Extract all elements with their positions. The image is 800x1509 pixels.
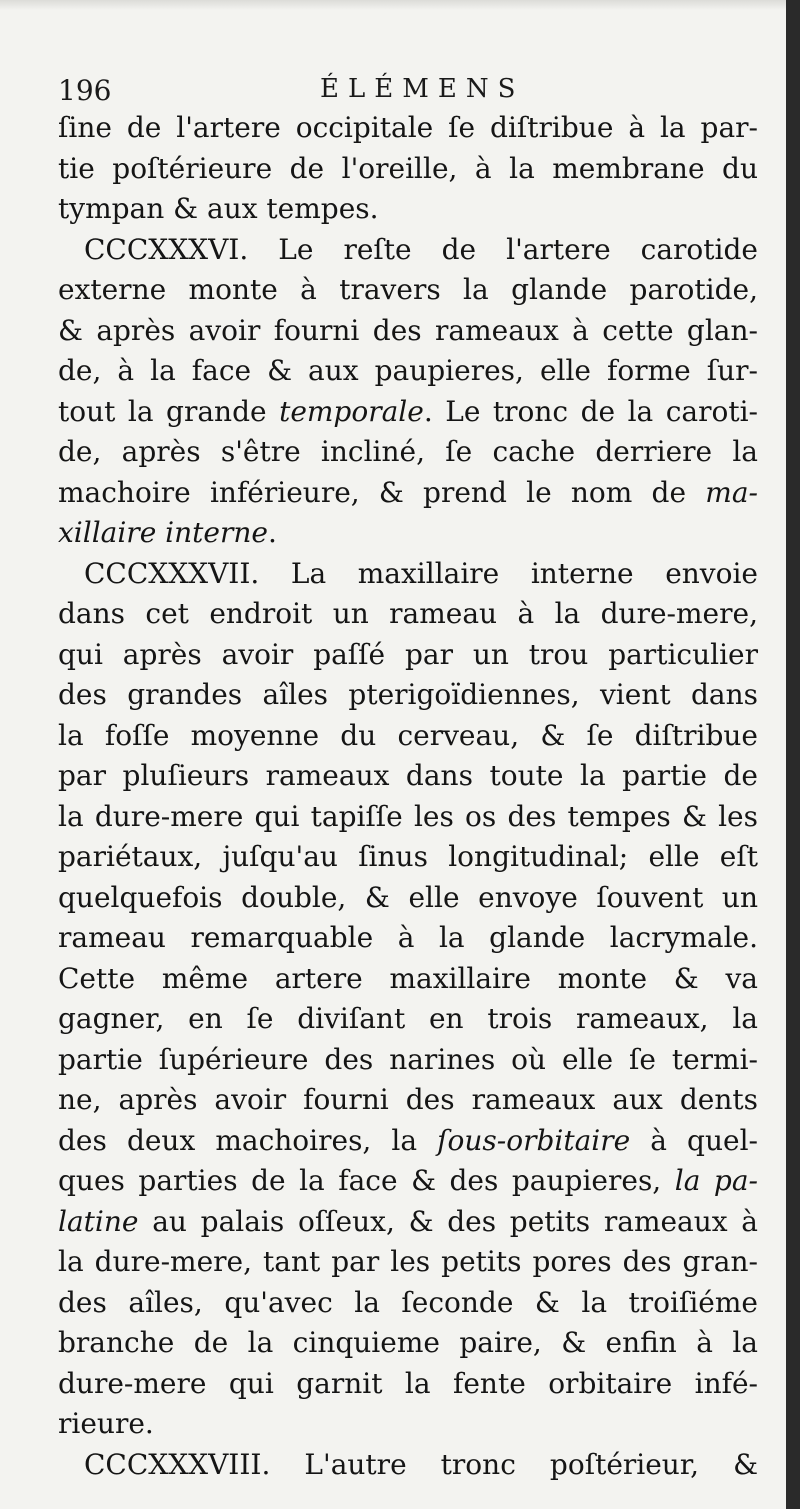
- text-line: ques parties de la face & des paupieres, la pa-: [58, 1164, 758, 1197]
- text-line: rieure.: [58, 1407, 154, 1440]
- text-line: branche de la cinquieme paire, & enfin à la: [58, 1326, 758, 1359]
- page-top-edge: [0, 0, 800, 10]
- text-line: externe monte à travers la glande parotide,: [58, 273, 758, 306]
- body-text: [58, 108, 758, 1485]
- text-line: des grandes aîles pterigoïdiennes, vient dans: [58, 678, 758, 711]
- text-line: pariétaux, juſqu'au ſinus longitudinal; elle eſt: [58, 840, 758, 873]
- page-right-edge-shadow: [786, 0, 800, 1509]
- text-line: quelquefois double, & elle envoye ſouvent un: [58, 880, 758, 914]
- text-line: de, après s'être incliné, ſe cache derriere la: [58, 435, 758, 468]
- text-line: la dure-mere, tant par les petits pores des gran-: [58, 1245, 758, 1278]
- text-line: xillaire interne.: [58, 516, 277, 549]
- page-number: 196: [58, 74, 112, 107]
- text-line: tie poſtérieure de l'oreille, à la membrane du: [58, 151, 758, 185]
- text-line: la dure-mere qui tapiſſe les os des tempes & les: [58, 799, 758, 833]
- text-line: tout la grande temporale. Le tronc de la caroti-: [58, 394, 758, 428]
- text-line: tympan & aux tempes.: [58, 192, 379, 225]
- text-line: des aîles, qu'avec la ſeconde & la troiſiéme: [58, 1285, 758, 1319]
- section-heading-line: CCCXXXVII. La maxillaire interne envoie: [84, 556, 758, 590]
- text-line: qui après avoir paſſé par un trou particulier: [58, 637, 758, 671]
- text-line: dans cet endroit un rameau à la dure-mere,: [58, 597, 758, 630]
- text-line: Cette même artere maxillaire monte & va: [58, 961, 758, 995]
- text-line: la foſſe moyenne du cerveau, & ſe diſtribue: [58, 718, 758, 752]
- running-head: ÉLÉMENS: [320, 74, 525, 104]
- text-line: ne, après avoir fourni des rameaux aux dents: [58, 1083, 758, 1116]
- text-line: partie ſupérieure des narines où elle ſe termi-: [58, 1042, 758, 1076]
- text-line: latine au palais oſſeux, & des petits rameaux à: [58, 1204, 758, 1238]
- section-heading-line: CCCXXXVI. Le reſte de l'artere carotide: [84, 232, 758, 266]
- text-line: par pluſieurs rameaux dans toute la partie de: [58, 759, 758, 792]
- section-heading-line: CCCXXXVIII. L'autre tronc poſtérieur, &: [84, 1447, 758, 1481]
- text-line: gagner, en ſe diviſant en trois rameaux, la: [58, 1002, 758, 1035]
- text-line: machoire inférieure, & prend le nom de ma-: [58, 475, 758, 509]
- text-line: dure-mere qui garnit la fente orbitaire infé-: [58, 1366, 758, 1400]
- text-line: & après avoir fourni des rameaux à cette glan-: [58, 313, 758, 347]
- text-line: rameau remarquable à la glande lacrymale.: [58, 921, 758, 954]
- text-line: des deux machoires, la ſous-orbitaire à quel-: [58, 1123, 758, 1157]
- text-line: ſine de l'artere occipitale ſe diſtribue à la par-: [58, 111, 758, 144]
- text-line: de, à la face & aux paupieres, elle forme ſur-: [58, 354, 758, 387]
